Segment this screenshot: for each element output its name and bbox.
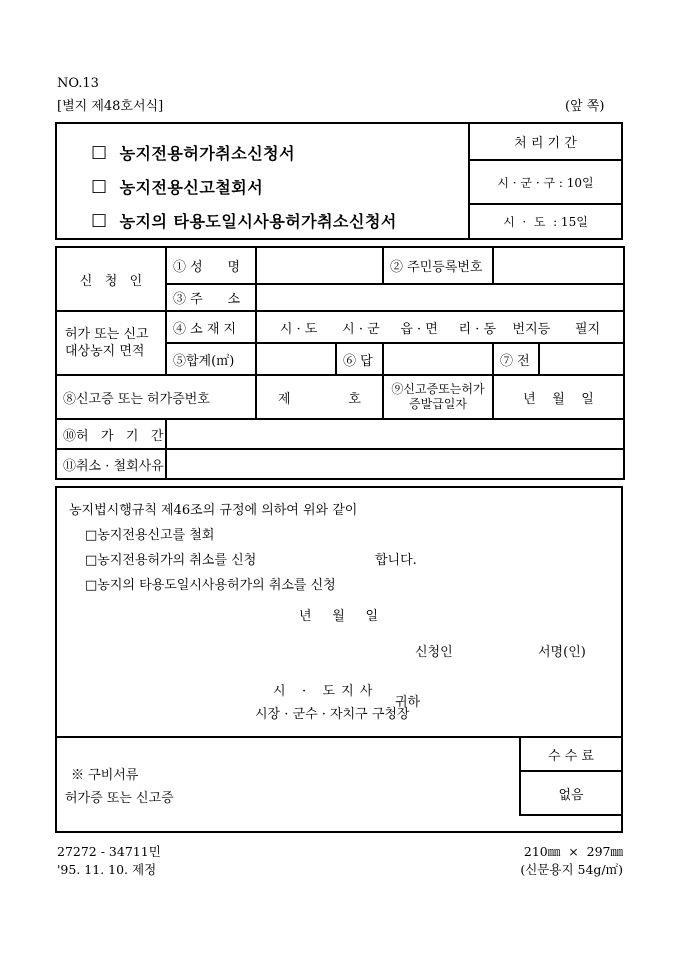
footer-right: [0, 843, 623, 879]
title-label: 농지전용허가취소신청서: [119, 144, 296, 163]
addressee-gwiha: 귀하: [395, 695, 421, 710]
paddy-input-cell[interactable]: [383, 343, 493, 375]
farmland-area-label: 허가 또는 신고 대상농지 면적: [56, 311, 166, 375]
total-area-label: ⑤합계(㎡): [166, 343, 256, 375]
title-item-cancel-permit: [91, 141, 468, 164]
documents-fee-box: [55, 736, 623, 833]
dryfield-input-cell[interactable]: [539, 343, 624, 375]
paper-spec: (신문용지 54g/㎡): [520, 862, 623, 877]
location-columns-header: 시 · 도 시 · 군 읍 · 면 리 · 동 번지등 필지: [256, 311, 624, 343]
address-input-cell[interactable]: [256, 284, 624, 311]
withdraw-report-option: □농지전용신고를 철회: [85, 528, 215, 543]
revision-date: '95. 11. 10. 제정: [57, 862, 157, 877]
rrn-input-cell[interactable]: [493, 247, 624, 284]
form-table: [55, 246, 625, 480]
rrn-label: ② 주민등록번호: [383, 247, 493, 284]
dryfield-label: ⑦ 전: [493, 343, 539, 375]
address-label: ③ 주 소: [166, 284, 256, 311]
addressee-sido-governor: 시 · 도 지 사: [273, 684, 374, 699]
processing-time-sigungu: 시 · 군 · 구 : 10일: [470, 161, 621, 205]
permit-period-label: ⑩허 가 기 간: [56, 419, 166, 449]
cert-number-cell[interactable]: 제 호: [256, 375, 383, 419]
permit-period-input-cell[interactable]: [166, 419, 624, 449]
form-code: [별지 제48호서식]: [57, 99, 164, 114]
fee-box: [519, 736, 623, 816]
checkbox-icon[interactable]: □: [85, 528, 98, 543]
paddy-label: ⑥ 답: [336, 343, 383, 375]
declaration-intro: 농지법시행규칙 제46조의 규정에 의하여 위와 같이: [69, 503, 358, 518]
page-side-label: (앞 쪽): [565, 99, 605, 114]
title-item-cancel-temp-use: [91, 209, 468, 232]
issue-date-label: ⑨신고증또는허가 증발급일자: [383, 375, 493, 419]
title-box: [55, 122, 623, 240]
cancel-reason-label: ⑪취소 · 철회사유: [56, 449, 166, 479]
paper-size: 210㎜ × 297㎜: [523, 844, 623, 859]
title-item-withdraw-report: [91, 175, 468, 198]
signature-seal-label: 서명(인): [538, 645, 586, 660]
declaration-date-line: 년 월 일: [299, 609, 378, 624]
title-list: [57, 124, 468, 238]
title-label: 농지의 타용도일시사용허가취소신청서: [119, 212, 397, 231]
fee-value: 없음: [558, 787, 584, 803]
applicant-label: 신 청 인: [56, 247, 166, 311]
required-documents-note: ※ 구비서류: [71, 768, 139, 783]
declaration-box: [55, 486, 623, 738]
fee-header: 수 수 료: [521, 738, 621, 772]
checkbox-icon[interactable]: □: [91, 210, 108, 230]
form-serial: 27272 - 34711민: [57, 844, 161, 859]
processing-time-header: 처 리 기 간: [470, 124, 621, 161]
processing-time-box: [468, 124, 621, 238]
applicant-signature-label: 신청인: [415, 645, 453, 660]
required-documents-value: 허가증 또는 신고증: [65, 791, 174, 806]
location-label: ④ 소 재 지: [166, 311, 256, 343]
cancel-reason-input-cell[interactable]: [166, 449, 624, 479]
addressee-mayor: 시장 · 군수 · 자치구 구청장: [255, 707, 410, 722]
name-input-cell[interactable]: [256, 247, 383, 284]
checkbox-icon[interactable]: □: [91, 176, 108, 196]
total-area-input-cell[interactable]: [256, 343, 336, 375]
issue-date-cell[interactable]: 년 월 일: [493, 375, 624, 419]
name-label: ① 성 명: [166, 247, 256, 284]
declaration-suffix: 합니다.: [375, 553, 417, 568]
checkbox-icon[interactable]: □: [85, 578, 98, 593]
checkbox-icon[interactable]: □: [85, 553, 98, 568]
cancel-permit-option: □농지전용허가의 취소를 신청: [85, 553, 257, 568]
cancel-temp-use-option: □농지의 타용도일시사용허가의 취소를 신청: [85, 578, 336, 593]
checkbox-icon[interactable]: □: [91, 142, 108, 162]
processing-time-sido: 시 · 도 : 15일: [503, 215, 588, 229]
title-label: 농지전용신고철회서: [119, 178, 264, 197]
cert-number-label: ⑧신고증 또는 허가증번호: [56, 375, 256, 419]
form-number: NO.13: [57, 76, 99, 91]
